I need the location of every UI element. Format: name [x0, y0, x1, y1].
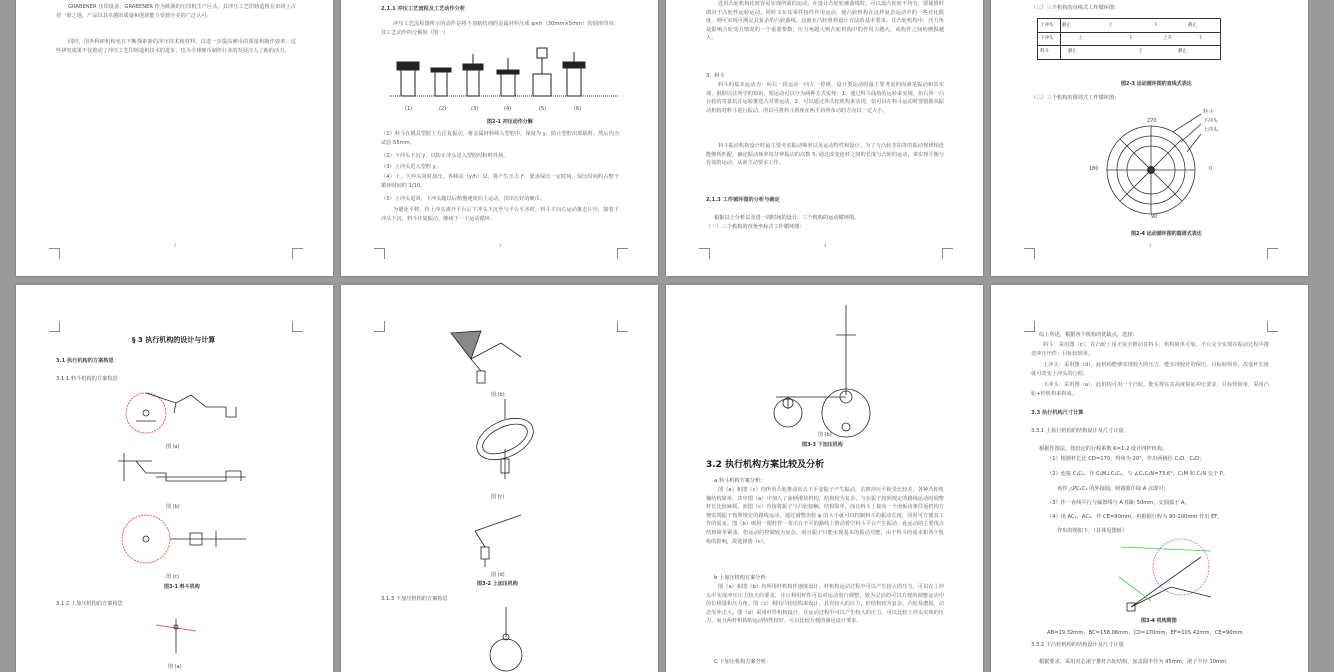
section-heading: （三）三个机构的直线式工作循环图：: [1031, 5, 1120, 11]
analysis-paragraph: 图（a）和图（c）均所用凸轮推动出去不平安振子产生振动，去推冲压平板受比较差，各种凸轮机械结构简单，其中图（a）中加入了曲柄滑块机构，结构较为复杂，与在振子按照规定的路线运动时调整杆长比较麻烦。而图（c）直接将振子与凸轮接触，结构简单，而且料斗上接向一个滑板齿条往返机构方便实现振子按照规定的路线运动。通过调整齿轮 φ 的大小就可以控制料斗的振动长度，同时可方便其工作的需求。图（b）则用一根杆件一及出在不平的路线上推动着空料斗平台产生振动，此运动的主要优点结构简单紧凑，但运动的控制较为复杂，而且振子只能实现基本的振动功能，由于料斗的成本和各个机构的影响，故选择图（c）。: [706, 487, 944, 545]
cycle-cell: 静止: [1068, 49, 1077, 54]
analysis-title: C 下加压机构方案分析：: [714, 659, 772, 665]
upper-press-mechanism-c: [465, 399, 545, 489]
doc-page-2[interactable]: [16, 0, 333, 276]
cycle-cell: 下: [1128, 36, 1133, 41]
subfig-label: (6): [574, 106, 582, 112]
figure-caption: 图3-2 上加压机构: [477, 581, 518, 587]
body-paragraph: 下冲头：采用图（a），此机构可用一个凸轮，能实现在其高度保证冲压要求，目标较简单，采用凸轮+杆机构来构成。: [1031, 382, 1269, 397]
cycle-cell: 上: [1078, 36, 1083, 41]
figure-label: 图 (a): [168, 664, 182, 670]
cycle-cell: 静止: [1188, 23, 1197, 28]
body-paragraph: 料斗振动机构设计时最主要考虑振动频率以及运动特性和设计。为了与凸轮节拍等的振动规律相近能够所匹配，确定振动频率每分钟振动的次数 5, 通过改变连杆之间的长度与凸轮的运动，来实现平衡与有效的运动，从而主动要求工作。: [706, 143, 944, 167]
dimension-line: AB=19.32mm，BC=158.06mm，CD=170mm，EF=105.42mm，CE=90mm: [1047, 630, 1243, 636]
crop-mark: [617, 248, 628, 259]
crop-mark: [1267, 248, 1278, 259]
step-text: 为避免平移，待上冲头离开平台后下冲头下沉至与平台平齐时，料斗才向右运动推走片坯，接着下冲头下沉，料斗往复振动，继续下一个运动循环。: [381, 207, 619, 222]
polar-angle-label: 180: [1089, 166, 1099, 172]
stamping-steps-diagram: [389, 44, 619, 106]
polar-legend-label: 上冲头: [1203, 127, 1219, 133]
body-paragraph: GRABENER 压印设备，GRABENER 作为欧洲的压印机生产巨头，其冲压工艺印铸造机在市场上占着一席之地，产品以其卓越的质量和创新能力受到全美的广泛认可。: [56, 4, 296, 19]
body-paragraph: 料斗的基本运动为：向右一段运动一向左一停歇，设计要运动时最主要考虑的因素是振动和其实现，根据以往所学的知识，要运动可以分为两种方式实现：1、通过料斗曲角的运转来实现，如右所一凸台轮的寄靠坑并运转推送凸对置运动。2、可以通过外凸轮机构来实现，如可以在料斗运动时要借助从振动机构对料斗进行振动，所以可将料斗滑座在两平斜所布动的方向以一定大小。: [706, 82, 944, 114]
subsection-heading: 3.1.2 上加压机构的方案构思: [56, 601, 123, 607]
hopper-mechanism-c: [116, 511, 256, 571]
analysis-paragraph: 图（a）和图（b）均所用杆机构作速度设计，杆机构运动过程中可以产生较大的压力，可以在上冲头中实现冲压压力较大的要求，并且利用杆件可以对运动进行调整，较为灵活的可以方便的调整运动中的位移量和压力角。图（c）利用凸轮结构来设计，具有较大的压力，但结构较为复杂，凸轮易磨损，动态受冲击大。图（d）采用杆件机构设计，在运动过程中可以产生较大的压力，可以比较上冲头实现的压力，而且两杆机构的运动特性较好，可以比较方便的满足设计要求。: [706, 584, 944, 625]
calc-step: （4）用 AC₁，AC₂，作 CE=90mm，再根据行程为 90-100mm 作出 EF。: [1047, 514, 1223, 520]
polar-angle-label: 0: [1209, 166, 1213, 172]
row-label: 下冲头: [1040, 36, 1054, 41]
hopper-mechanism-a: [116, 387, 246, 439]
row-label: 料斗: [1040, 49, 1049, 54]
subfig-label: (2): [439, 106, 447, 112]
linkage-sketch: [1111, 537, 1221, 617]
polar-angle-label: 270: [1147, 118, 1157, 124]
figure-caption: 图2-4 运动循环图的圆周式表达: [1131, 231, 1202, 237]
subfig-label: (4): [504, 106, 512, 112]
section-title: 3.2 执行机构方案比较及分析: [706, 460, 825, 470]
section-heading: （三）三个机构的圆周式工作循环图：: [1031, 95, 1120, 101]
figure-label: 图 (d): [491, 572, 505, 578]
section-heading: 2.1.3 工作循环图的分析与确定: [706, 197, 780, 203]
figure-caption: 图3-1 料斗机构: [164, 584, 200, 590]
subsection-heading: 3.3.1 上执行机构的结构设计及尺寸计量: [1031, 428, 1124, 434]
cycle-table: [1037, 18, 1221, 60]
upper-press-mechanism-d: [471, 511, 531, 567]
crop-mark: [374, 321, 385, 332]
section-heading: 2.1.1 冲压工艺流程及工艺动作分析: [381, 6, 466, 12]
crop-mark: [374, 248, 385, 259]
crop-mark: [49, 321, 60, 332]
cycle-cell: 上: [1138, 49, 1143, 54]
figure-caption: 图2-3 运动循环图的直线式表达: [1121, 81, 1192, 87]
page-number: 4: [824, 243, 827, 248]
figure-label: 图 (b): [818, 432, 832, 438]
calc-step: （3）作一直线平行与偏置线与 A 相距 50mm，交圆弧于 A。: [1047, 500, 1190, 506]
crop-mark: [617, 321, 628, 332]
lower-press-mechanism: [481, 607, 531, 672]
polar-angle-label: 90: [1151, 214, 1158, 220]
body-paragraph: 同时，国外科研机构也在不断探索新的冲压技术和材料，以进一步提高硬币的质量和制作效率。这些研究成果不仅推动了冲压工艺印铸造机技术的进步，也为全球硬币制作行业的发展注入了新的活力。: [56, 39, 296, 54]
upper-press-mechanism-a: [146, 615, 206, 655]
doc-page-7[interactable]: [341, 285, 658, 672]
crop-mark: [292, 248, 303, 259]
subsection-heading: 3.3.2 下凸轮机构的结构设计及尺寸计量: [1031, 642, 1124, 648]
section-heading: 3.1 执行机构的方案构思: [56, 358, 114, 364]
cycle-cell: 静止: [1062, 23, 1071, 28]
calc-step: 再作 △PC₁C₂ 的外接圆，则圆弧任取 A 点即可；: [1057, 486, 1169, 492]
polar-cycle-diagram: [1101, 120, 1211, 220]
doc-page-6[interactable]: [16, 285, 333, 672]
figure-label: 图 (b): [491, 392, 505, 398]
step-text: （5）上冲头退回，下冲头随以后稍慢速度向上运动，顶出压好的硬币。: [381, 196, 546, 202]
crop-mark: [942, 248, 953, 259]
step-text: （3）上冲头进入型腔 y。: [381, 164, 441, 170]
body-paragraph: 冲压工艺流程图所示的动作是将不加粘结剂的金属材料压成 φ×h（30mm×5mm）的圆形印章，其工艺动作的分解如（图一）: [381, 21, 619, 36]
subfig-label: (1): [405, 106, 413, 112]
crop-mark: [699, 248, 710, 259]
body-paragraph: 料斗：采用图（c），在凸轮上用正弦全推动其料斗，机构简单可靠，平台完全实现在振动过程中推送冲压坯件；目标较简单。: [1031, 342, 1269, 357]
doc-page-9[interactable]: [991, 285, 1308, 672]
body-line: （一）三个机构的直角坐标式工作循环图：: [706, 224, 805, 230]
figure-caption: 图3-3 下加压机构: [802, 442, 843, 448]
page-number: 3: [499, 243, 502, 248]
subsection-heading: 3.1.1 料斗机构的方案构思: [56, 376, 118, 382]
lower-press-cam-figure: [766, 305, 896, 437]
body-line: 综上所述，根据各个机构的优缺点，选择：: [1039, 332, 1138, 338]
crop-mark: [292, 321, 303, 332]
cycle-cell: 下: [1153, 23, 1158, 28]
body-line: 根据要求，采用对心滚子推杆凸轮结构，加盖圆半径为 45mm，滚子半径 10mm，: [1039, 659, 1232, 665]
step-text: （2）下冲头下沉 y，以防止冲头进入型腔时粉料外扬。: [381, 153, 509, 159]
hopper-mechanism-b: [116, 451, 256, 491]
row-label: 上冲头: [1040, 23, 1054, 28]
page-number: 5: [1149, 243, 1152, 248]
crop-mark: [1024, 248, 1035, 259]
calc-step: （1）根据杆长比 CD=170，得角为 20°，作出两极位 C₁D，C₂D；: [1047, 456, 1205, 462]
polar-legend-label: 下冲头: [1203, 118, 1219, 124]
figure-label: 图 (a): [166, 444, 180, 450]
chapter-title: § 3 执行机构的设计与计算: [132, 336, 216, 344]
step-text: （1）料斗在模具型腔上方往复振动，将金属材料筛入型腔中，深度为 y，防止型腔出现缺料。然后内为试验 65mm。: [381, 131, 619, 146]
figure-caption: 图3-4 机构简图: [1141, 618, 1177, 624]
figure-label: 图 (b): [166, 504, 180, 510]
upper-press-mechanism-b: [441, 323, 561, 387]
step-text: （4）上、下冲头同时加压，各移动（y/h）/2，将产生压力 F，要求保压一定时间，保压时间约占整个循环时间的 1/10。: [381, 174, 619, 189]
analysis-title: a 料斗机构方案分析：: [714, 478, 766, 484]
cycle-cell: 上升: [1163, 36, 1172, 41]
body-line: 根据以上分析以及进一周时间的设计，三个机构的运动循环图。: [714, 215, 860, 221]
cycle-cell: 静止: [1178, 49, 1187, 54]
polar-legend-label: 料斗: [1203, 109, 1214, 115]
body-paragraph: 选用凸轮机构比较容易实现所需的运动，在设计凸轮轮廓曲线时，可以设凸轮转不均匀，要使推杆做对于凸轮性运转运动。同时又在其零件接件作用运动，使凸轮机构在这样复杂运动中的一些对比限度，则可实现可满足其复杂的凸轮曲线，这就在凸轮机构设计方法的基本要求。在凸轮机构中，压力角是影响凸轮受力情况的一个重要参数。压力角越大则凸轮机构中的作用力越大，或构件之间的磨损越大。: [706, 1, 944, 42]
crop-mark: [1024, 321, 1035, 332]
page-number: 2: [174, 243, 177, 248]
body-line: 根据作图法，按给定的行程系数 K=1.2 设计四杆机构。: [1039, 446, 1168, 452]
calc-step: （2）连接 C₁C₂，作 C₂M⊥C₁C₂，与 ∠C₁C₂N=73.6°，C₁M 和 C₂N 交于 P。: [1047, 471, 1229, 477]
figure-label: 图 (c): [491, 494, 505, 500]
subfig-label: (3): [471, 106, 479, 112]
doc-page-8[interactable]: [666, 285, 983, 672]
figure-caption: 图2-1 冲压动作分解: [487, 119, 533, 125]
doc-page-5[interactable]: [991, 0, 1308, 276]
subfig-label: (5): [539, 106, 547, 112]
section-heading: 3.3 执行机构尺寸计算: [1031, 410, 1084, 416]
analysis-title: b 上加压机构方案分析：: [714, 575, 771, 581]
doc-page-4[interactable]: [666, 0, 983, 276]
body-paragraph: 上冲头：采用图（d），此机构能够实现较大的压力，能实现较好的保压，目标较简单，改变杆长度就可改变上冲头的行程。: [1031, 362, 1269, 377]
calc-step: 作出的图如下，（具体见图纸）: [1057, 528, 1128, 534]
subsection-title: 3、料斗: [706, 73, 725, 79]
crop-mark: [49, 248, 60, 259]
cycle-cell: 上: [1108, 23, 1113, 28]
cycle-cell: 下: [1198, 36, 1203, 41]
figure-label: 图 (c): [166, 574, 180, 580]
doc-page-3[interactable]: [341, 0, 658, 276]
subsection-heading: 3.1.3 下加压机构的方案构思: [381, 596, 448, 602]
